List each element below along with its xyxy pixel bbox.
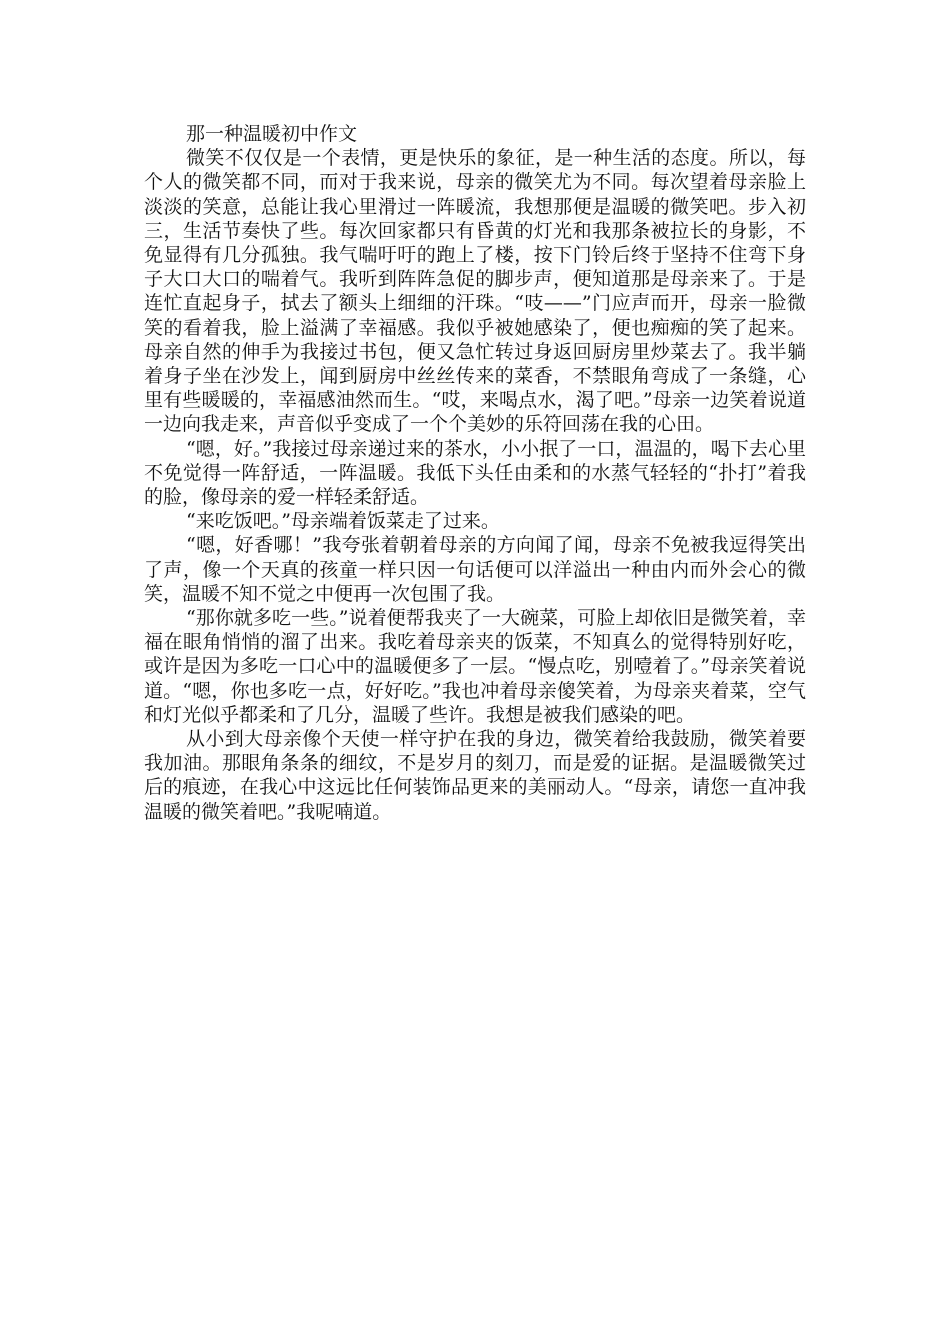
essay-body: [144, 122, 806, 824]
paragraph-1: 微笑不仅仅是一个表情，更是快乐的象征，是一种生活的态度。所以，每个人的微笑都不同，而对于我来说，母亲的微笑尤为不同。每次望着母亲脸上淡淡的笑意，总能让我心里滑过一阵暖流，我想那便是温暖的微笑吧。步入初三，生活节奏快了些。每次回家都只有昏黄的灯光和我那条被拉长的身影，不免显得有几分孤独。我气喘吁吁的跑上了楼，按下门铃后终于坚持不住弯下身子大口大口的喘着气。我听到阵阵急促的脚步声，便知道那是母亲来了。于是连忙直起身子，拭去了额头上细细的汗珠。“吱——”门应声而开，母亲一脸微笑的看着我，脸上溢满了幸福感。我似乎被她感染了，便也痴痴的笑了起来。母亲自然的伸手为我接过书包，便又急忙转过身返回厨房里炒菜去了。我半躺着身子坐在沙发上，闻到厨房中丝丝传来的菜香，不禁眼角弯成了一条缝，心里有些暖暖的，幸福感油然而生。“哎，来喝点水，渴了吧。”母亲一边笑着说道一边向我走来，声音似乎变成了一个个美妙的乐符回荡在我的心田。: [144, 147, 806, 436]
essay-title: 那一种温暖初中作文: [186, 123, 358, 145]
paragraph-3: “来吃饭吧。”母亲端着饭菜走了过来。: [186, 510, 500, 533]
paragraph-5: “那你就多吃一些。”说着便帮我夹了一大碗菜，可脸上却依旧是微笑着，幸福在眼角悄悄的溜了出来。我吃着母亲夹的饭菜，不知真么的觉得特别好吃，或许是因为多吃一口心中的温暖便多了一层。“慢点吃，别噎着了。”母亲笑着说道。“嗯，你也多吃一点，好好吃。”我也冲着母亲傻笑着，为母亲夹着菜，空气和灯光似乎都柔和了几分，温暖了些许。我想是被我们感染的吧。: [144, 607, 806, 726]
paragraph-6: 从小到大母亲像个天使一样守护在我的身边，微笑着给我鼓励，微笑着要我加油。那眼角条条的细纹，不是岁月的刻刀，而是爱的证据。是温暖微笑过后的痕迹，在我心中这远比任何装饰品更来的美丽动人。“母亲，请您一直冲我温暖的微笑着吧。”我呢喃道。: [144, 728, 806, 823]
paragraph-2: “嗯，好。”我接过母亲递过来的茶水，小小抿了一口，温温的，喝下去心里不免觉得一阵舒适，一阵温暖。我低下头任由柔和的水蒸气轻轻的“扑打”着我的脸，像母亲的爱一样轻柔舒适。: [144, 437, 806, 509]
paragraph-4: “嗯，好香哪！”我夸张着朝着母亲的方向闻了闻，母亲不免被我逗得笑出了声，像一个天真的孩童一样只因一句话便可以洋溢出一种由内而外会心的微笑，温暖不知不觉之中便再一次包围了我。: [144, 534, 806, 605]
